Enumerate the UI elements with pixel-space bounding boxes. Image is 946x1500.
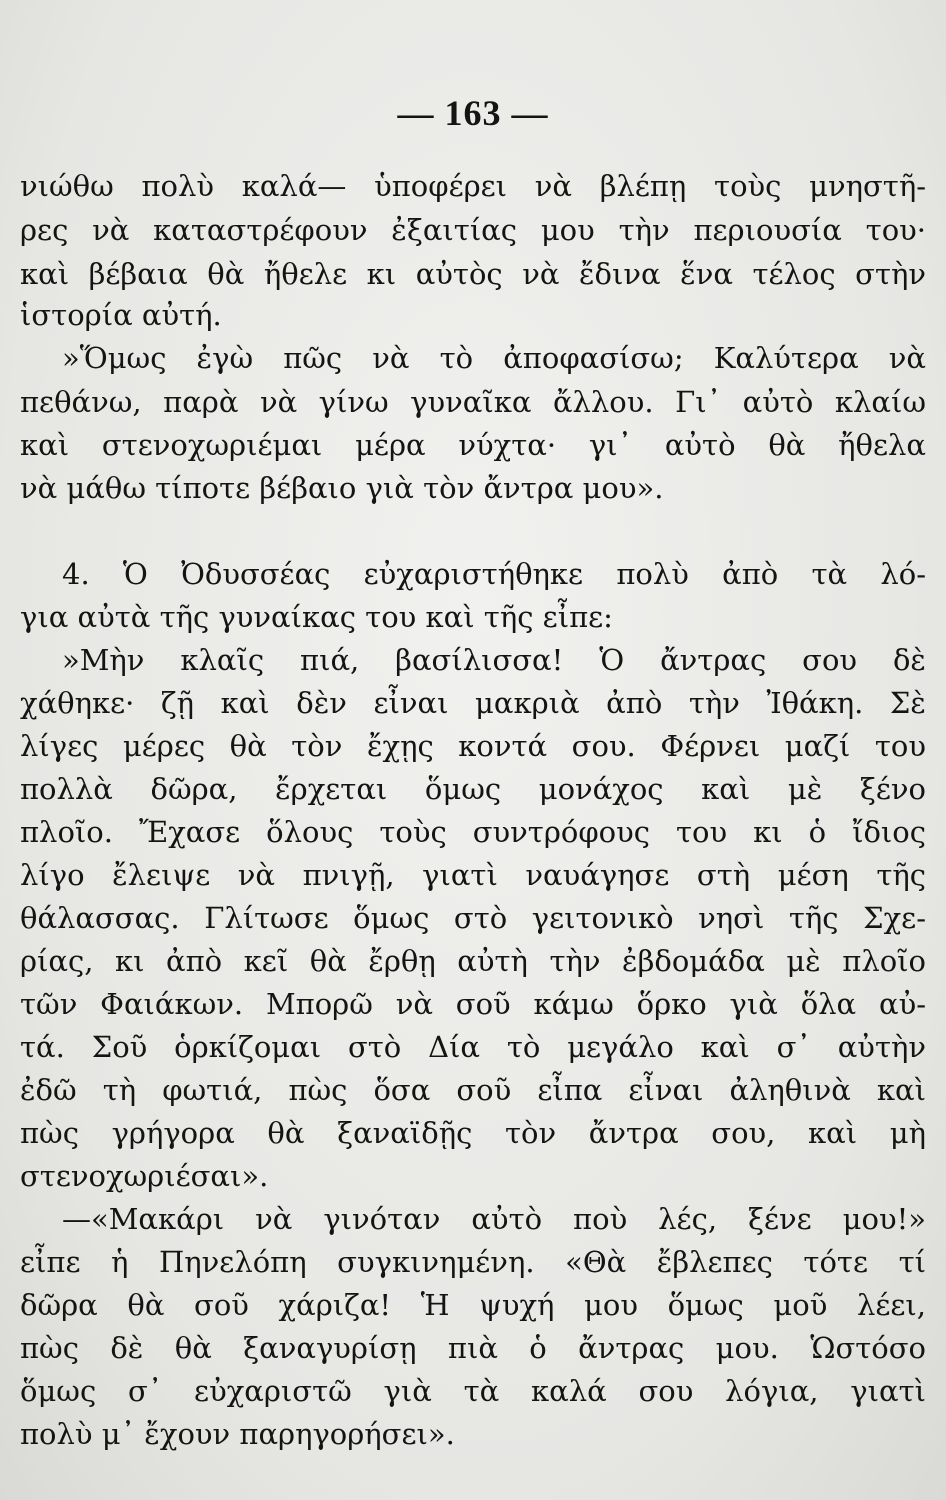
text-line: για αὐτὰ τῆς γυναίκας του καὶ τῆς εἶπε:: [20, 600, 613, 634]
text-line: »Μὴν κλαῖς πιά, βασίλισσα! Ὁ ἄντρας σου δὲ: [62, 643, 926, 677]
text-line: εἶπε ἡ Πηνελόπη συγκινημένη. «Θὰ ἔβλεπες τότε τί: [20, 1245, 926, 1279]
text-line: —«Μακάρι νὰ γινόταν αὐτὸ ποὺ λές, ξένε μου!»: [62, 1202, 926, 1236]
text-line: νιώθω πολὺ καλά— ὑποφέρει νὰ βλέπῃ τοὺς μνηστῆ-: [20, 169, 926, 203]
text-line: δῶρα θὰ σοῦ χάριζα! Ἡ ψυχή μου ὅμως μοῦ λέει,: [20, 1288, 926, 1322]
text-line: λίγο ἔλειψε νὰ πνιγῇ, γιατὶ ναυάγησε στὴ μέση τῆς: [20, 858, 926, 892]
text-line: »Ὅμως ἐγὼ πῶς νὰ τὸ ἀποφασίσω; Καλύτερα νὰ: [62, 341, 926, 375]
text-line: τά. Σοῦ ὁρκίζομαι στὸ Δία τὸ μεγάλο καὶ σ᾿ αὐτὴν: [20, 1030, 926, 1064]
text-line: θάλασσας. Γλίτωσε ὅμως στὸ γειτονικὸ νησὶ τῆς Σχε-: [20, 901, 926, 935]
text-line: λίγες μέρες θὰ τὸν ἔχῃς κοντά σου. Φέρνει μαζί του: [20, 729, 926, 763]
page-number: — 163 —: [397, 93, 549, 133]
text-line: καὶ στενοχωριέμαι μέρα νύχτα· γι᾿ αὐτὸ θὰ ἤθελα: [20, 428, 926, 462]
text-line: τῶν Φαιάκων. Μπορῶ νὰ σοῦ κάμω ὅρκο γιὰ ὅλα αὐ-: [20, 987, 926, 1021]
text-line: πὼς γρήγορα θὰ ξαναϊδῇς τὸν ἄντρα σου, καὶ μὴ: [20, 1116, 926, 1150]
text-line: νὰ μάθω τίποτε βέβαιο γιὰ τὸν ἄντρα μου».: [20, 471, 664, 505]
text-line: πὼς δὲ θὰ ξαναγυρίσῃ πιὰ ὁ ἄντρας μου. Ὡστόσο: [20, 1331, 926, 1365]
text-line: πολλὰ δῶρα, ἔρχεται ὅμως μονάχος καὶ μὲ ξένο: [20, 772, 926, 806]
text-line: χάθηκε· ζῇ καὶ δὲν εἶναι μακριὰ ἀπὸ τὴν Ἰθάκη. Σὲ: [20, 686, 926, 720]
text-line: ἐδῶ τὴ φωτιά, πὼς ὅσα σοῦ εἶπα εἶναι ἀληθινὰ καὶ: [20, 1073, 926, 1107]
text-line: πολὺ μ᾿ ἔχουν παρηγορήσει».: [20, 1417, 455, 1451]
text-line: 4. Ὁ Ὀδυσσέας εὐχαριστήθηκε πολὺ ἀπὸ τὰ λό-: [62, 557, 926, 591]
text-line: ἱστορία αὐτή.: [20, 298, 222, 332]
text-line: ρίας, κι ἀπὸ κεῖ θὰ ἔρθῃ αὐτὴ τὴν ἐβδομάδα μὲ πλοῖο: [20, 944, 926, 978]
text-line: καὶ βέβαια θὰ ἤθελε κι αὐτὸς νὰ ἔδινα ἕνα τέλος στὴν: [20, 257, 926, 291]
text-line: πεθάνω, παρὰ νὰ γίνω γυναῖκα ἄλλου. Γι᾿ αὐτὸ κλαίω: [20, 385, 926, 419]
text-line: στενοχωριέσαι».: [20, 1159, 269, 1193]
text-line: ρες νὰ καταστρέφουν ἐξαιτίας μου τὴν περιουσία του·: [20, 213, 926, 247]
text-line: ὅμως σ᾿ εὐχαριστῶ γιὰ τὰ καλά σου λόγια, γιατὶ: [20, 1374, 926, 1408]
text-line: πλοῖο. Ἔχασε ὅλους τοὺς συντρόφους του κι ὁ ἴδιος: [20, 815, 926, 849]
